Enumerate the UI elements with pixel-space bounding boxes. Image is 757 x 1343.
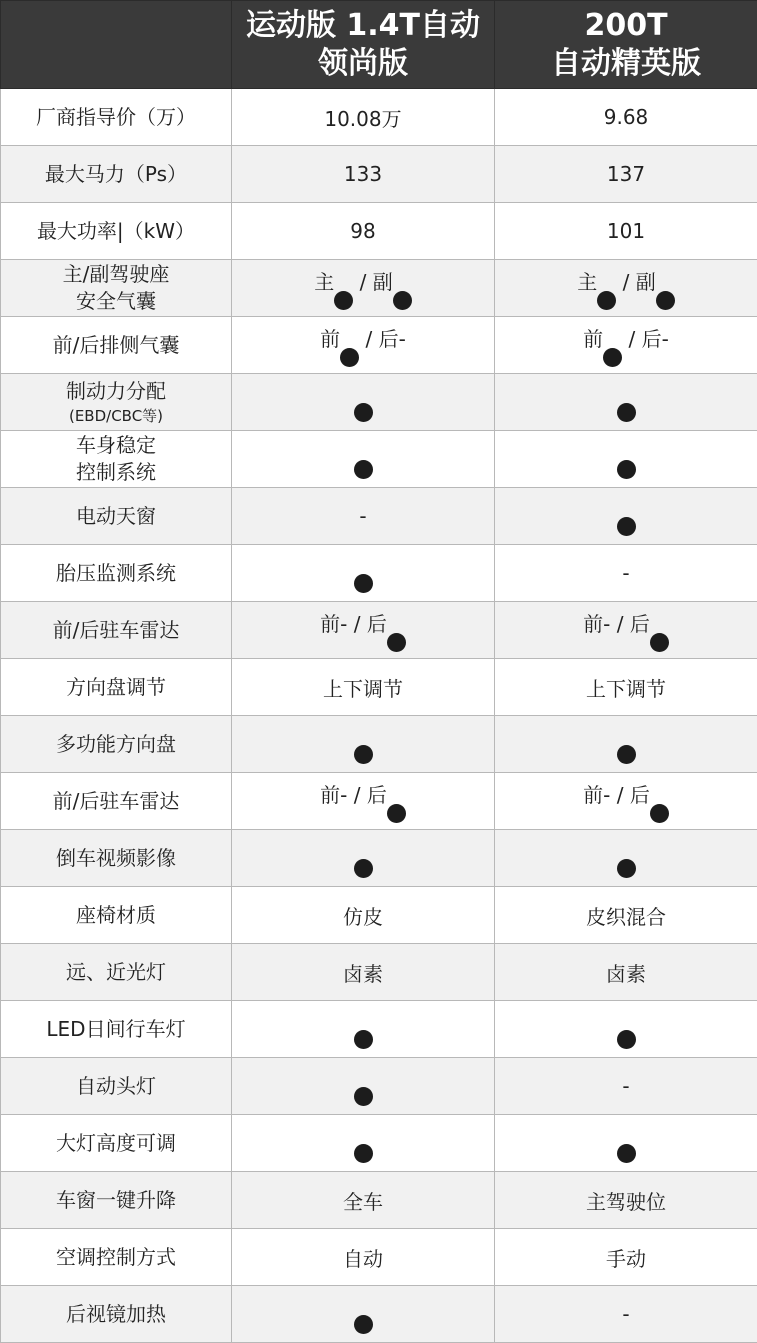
cell-text: / 后- — [622, 327, 669, 351]
row-label-line: 胎压监测系统 — [7, 560, 225, 587]
row-label — [1, 1229, 232, 1286]
row-label — [1, 431, 232, 488]
row-label-line: 前/后驻车雷达 — [7, 617, 225, 644]
row-label — [1, 1058, 232, 1115]
row-label-line: 空调控制方式 — [7, 1244, 225, 1271]
table-row — [1, 887, 757, 944]
filled-dot-icon — [393, 291, 412, 310]
row-label — [1, 545, 232, 602]
table-row — [1, 317, 757, 374]
row-label-line: 主/副驾驶座 — [7, 261, 225, 288]
row-label-line: 后视镜加热 — [7, 1301, 225, 1328]
value-trim-2 — [495, 203, 757, 260]
cell-text: 全车 — [343, 1190, 383, 1214]
table-row — [1, 773, 757, 830]
filled-dot-icon — [334, 291, 353, 310]
row-label — [1, 260, 232, 317]
value-trim-2 — [495, 89, 757, 146]
filled-dot-icon — [650, 633, 669, 652]
row-label — [1, 1001, 232, 1058]
cell-text: 133 — [344, 162, 382, 186]
table-row — [1, 146, 757, 203]
value-trim-2 — [495, 1172, 757, 1229]
table-row — [1, 1115, 757, 1172]
value-trim-1 — [232, 1286, 495, 1343]
value-trim-2 — [495, 887, 757, 944]
cell-text: 10.08万 — [324, 107, 401, 131]
value-trim-2 — [495, 146, 757, 203]
cell-text: 上下调节 — [323, 677, 403, 701]
row-label-line: 大灯高度可调 — [7, 1130, 225, 1157]
filled-dot-icon — [340, 348, 359, 367]
cell-text: - — [622, 1074, 629, 1098]
row-label — [1, 830, 232, 887]
row-label-line: 前/后驻车雷达 — [7, 788, 225, 815]
filled-dot-icon — [617, 460, 636, 479]
filled-dot-icon — [354, 1315, 373, 1334]
row-label-line: 最大功率|（kW） — [7, 218, 225, 245]
header-trim-2-line2: 自动精英版 — [501, 45, 751, 83]
table-row — [1, 545, 757, 602]
header-trim-2 — [495, 1, 757, 89]
row-label — [1, 374, 232, 431]
table-row — [1, 1172, 757, 1229]
cell-text: - — [622, 1302, 629, 1326]
value-trim-1 — [232, 374, 495, 431]
value-trim-1 — [232, 773, 495, 830]
header-trim-1 — [232, 1, 495, 89]
value-trim-1 — [232, 89, 495, 146]
value-trim-1 — [232, 1229, 495, 1286]
spec-table-body — [1, 89, 757, 1343]
value-trim-1 — [232, 659, 495, 716]
row-label — [1, 887, 232, 944]
table-row — [1, 488, 757, 545]
value-trim-1 — [232, 830, 495, 887]
cell-text: - — [359, 504, 366, 528]
value-trim-2 — [495, 374, 757, 431]
cell-text: 98 — [350, 219, 375, 243]
cell-text: / 副 — [616, 270, 655, 294]
value-trim-2 — [495, 488, 757, 545]
value-trim-1 — [232, 260, 495, 317]
row-label-line: 远、近光灯 — [7, 959, 225, 986]
row-label-line: (EBD/CBC等) — [7, 405, 225, 427]
value-trim-1 — [232, 488, 495, 545]
row-label — [1, 1286, 232, 1343]
table-row — [1, 203, 757, 260]
row-label-line: 座椅材质 — [7, 902, 225, 929]
row-label — [1, 659, 232, 716]
cell-text: 上下调节 — [586, 677, 666, 701]
row-label-line: 厂商指导价（万） — [7, 104, 225, 131]
filled-dot-icon — [597, 291, 616, 310]
row-label — [1, 716, 232, 773]
row-label — [1, 146, 232, 203]
row-label-line: 自动头灯 — [7, 1073, 225, 1100]
value-trim-1 — [232, 317, 495, 374]
header-trim-1-line1: 运动版 1.4T自动 — [238, 7, 488, 45]
filled-dot-icon — [354, 1144, 373, 1163]
row-label-line: LED日间行车灯 — [7, 1016, 225, 1043]
value-trim-1 — [232, 1001, 495, 1058]
cell-text: 前 — [320, 327, 340, 351]
cell-text: / 副 — [353, 270, 392, 294]
table-row — [1, 602, 757, 659]
value-trim-2 — [495, 602, 757, 659]
value-trim-1 — [232, 944, 495, 1001]
cell-text: 自动 — [343, 1247, 383, 1271]
row-label — [1, 602, 232, 659]
value-trim-1 — [232, 146, 495, 203]
filled-dot-icon — [387, 804, 406, 823]
cell-text: 主 — [577, 270, 597, 294]
row-label — [1, 773, 232, 830]
filled-dot-icon — [650, 804, 669, 823]
value-trim-2 — [495, 1001, 757, 1058]
row-label — [1, 203, 232, 260]
cell-text: 前- / 后 — [583, 783, 650, 807]
row-label-line: 方向盘调节 — [7, 674, 225, 701]
value-trim-2 — [495, 1058, 757, 1115]
cell-text: 主 — [314, 270, 334, 294]
header-trim-2-line1: 200T — [501, 7, 751, 45]
row-label-line: 最大马力（Ps） — [7, 161, 225, 188]
table-row — [1, 944, 757, 1001]
row-label-line: 制动力分配 — [7, 378, 225, 405]
filled-dot-icon — [617, 1030, 636, 1049]
filled-dot-icon — [354, 460, 373, 479]
filled-dot-icon — [656, 291, 675, 310]
table-row — [1, 1229, 757, 1286]
row-label-line: 控制系统 — [7, 459, 225, 486]
table-row — [1, 716, 757, 773]
cell-text: 主驾驶位 — [586, 1190, 666, 1214]
table-row — [1, 89, 757, 146]
table-row — [1, 431, 757, 488]
filled-dot-icon — [617, 859, 636, 878]
table-row — [1, 260, 757, 317]
cell-text: - — [622, 561, 629, 585]
filled-dot-icon — [617, 1144, 636, 1163]
filled-dot-icon — [354, 1087, 373, 1106]
cell-text: 137 — [607, 162, 645, 186]
value-trim-2 — [495, 659, 757, 716]
filled-dot-icon — [354, 745, 373, 764]
value-trim-1 — [232, 887, 495, 944]
header-trim-1-line2: 领尚版 — [238, 45, 488, 83]
filled-dot-icon — [617, 403, 636, 422]
value-trim-2 — [495, 716, 757, 773]
table-row — [1, 659, 757, 716]
value-trim-1 — [232, 1115, 495, 1172]
cell-text: 仿皮 — [343, 905, 383, 929]
value-trim-2 — [495, 944, 757, 1001]
value-trim-1 — [232, 1172, 495, 1229]
filled-dot-icon — [354, 403, 373, 422]
table-row — [1, 1058, 757, 1115]
value-trim-2 — [495, 773, 757, 830]
filled-dot-icon — [354, 859, 373, 878]
value-trim-2 — [495, 1115, 757, 1172]
table-row — [1, 830, 757, 887]
cell-text: 前- / 后 — [320, 612, 387, 636]
value-trim-1 — [232, 545, 495, 602]
row-label-line: 前/后排侧气囊 — [7, 332, 225, 359]
cell-text: 前 — [583, 327, 603, 351]
filled-dot-icon — [603, 348, 622, 367]
row-label — [1, 944, 232, 1001]
table-row — [1, 374, 757, 431]
value-trim-2 — [495, 1229, 757, 1286]
header-row — [1, 1, 757, 89]
value-trim-1 — [232, 602, 495, 659]
value-trim-2 — [495, 830, 757, 887]
filled-dot-icon — [354, 574, 373, 593]
value-trim-1 — [232, 716, 495, 773]
cell-text: / 后- — [359, 327, 406, 351]
row-label-line: 倒车视频影像 — [7, 845, 225, 872]
row-label — [1, 1115, 232, 1172]
filled-dot-icon — [354, 1030, 373, 1049]
value-trim-1 — [232, 431, 495, 488]
header-corner-cell — [1, 1, 232, 89]
row-label — [1, 89, 232, 146]
row-label-line: 安全气囊 — [7, 288, 225, 315]
cell-text: 101 — [607, 219, 645, 243]
value-trim-1 — [232, 203, 495, 260]
row-label — [1, 488, 232, 545]
cell-text: 皮织混合 — [586, 905, 666, 929]
filled-dot-icon — [617, 517, 636, 536]
value-trim-2 — [495, 545, 757, 602]
value-trim-2 — [495, 431, 757, 488]
table-row — [1, 1286, 757, 1343]
cell-text: 前- / 后 — [583, 612, 650, 636]
row-label-line: 电动天窗 — [7, 503, 225, 530]
cell-text: 卤素 — [606, 962, 646, 986]
cell-text: 手动 — [606, 1247, 646, 1271]
value-trim-2 — [495, 317, 757, 374]
cell-text: 卤素 — [343, 962, 383, 986]
row-label-line: 多功能方向盘 — [7, 731, 225, 758]
row-label-line: 车身稳定 — [7, 432, 225, 459]
row-label-line: 车窗一键升降 — [7, 1187, 225, 1214]
filled-dot-icon — [617, 745, 636, 764]
row-label — [1, 317, 232, 374]
cell-text: 前- / 后 — [320, 783, 387, 807]
value-trim-1 — [232, 1058, 495, 1115]
cell-text: 9.68 — [604, 105, 649, 129]
value-trim-2 — [495, 1286, 757, 1343]
row-label — [1, 1172, 232, 1229]
filled-dot-icon — [387, 633, 406, 652]
value-trim-2 — [495, 260, 757, 317]
table-row — [1, 1001, 757, 1058]
